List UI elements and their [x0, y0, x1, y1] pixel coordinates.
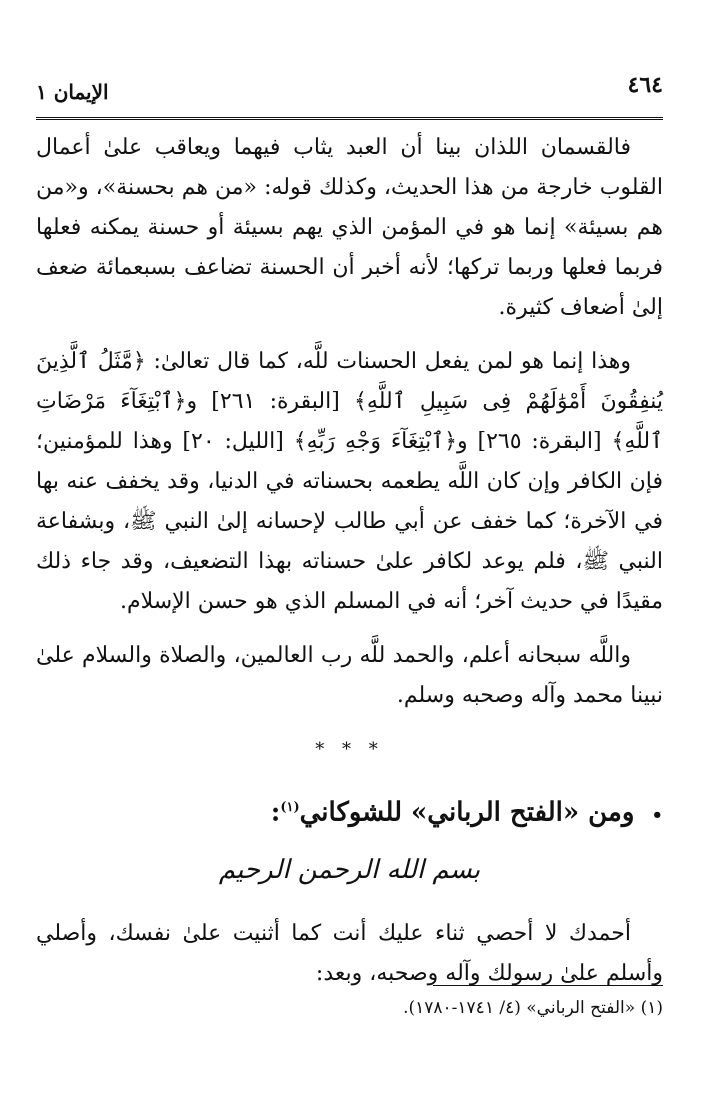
page-body [36, 128, 663, 1008]
book-title: الإيمان ١ [36, 80, 109, 104]
page-header [36, 72, 663, 110]
section-heading: ومن «الفتح الرباني» للشوكاني [299, 797, 635, 828]
bullet-icon: • [651, 804, 663, 826]
page-number: ٤٦٤ [627, 72, 663, 98]
paragraph-1: فالقسمان اللذان بينا أن العبد يثاب فيهما ويعاقب علىٰ أعمال القلوب خارجة من هذا الحديث، وكذلك قوله: «من هم بحسنة»، و«من هم بسيئة» إنما هو في المؤمن الذي يهم بسيئة أو حسنة يمكنه فعلها فربما فعلها وربما تركها؛ لأنه أخبر أن الحسنة تضاعف بسبعمائة ضعف إلىٰ أضعاف كثيرة. [36, 135, 663, 320]
footnote: (١) «الفتح الرباني» (٤/ ١٧٤١-١٧٨٠). [403, 998, 663, 1018]
basmala: بسم الله الرحمن الرحيم [218, 854, 481, 885]
section-heading-end: : [270, 797, 281, 828]
paragraph-3: واللَّه سبحانه أعلم، والحمد للَّه رب العالمين، والصلاة والسلام علىٰ نبينا محمد وآله وصحبه وسلم. [36, 643, 663, 708]
closing-paragraph: أحمدك لا أحصي ثناء عليك أنت كما أثنيت علىٰ نفسك، وأصلي وأسلم علىٰ رسولك وآله وصحبه، وبعد: [36, 920, 663, 986]
footnote-mark: (١) [280, 800, 300, 815]
section-heading-line [36, 788, 663, 836]
separator: * * * [315, 739, 384, 760]
header-rule [36, 117, 663, 123]
footnote-rule [433, 985, 663, 986]
paragraph-2: وهذا إنما هو لمن يفعل الحسنات للَّه، كما قال تعالىٰ: ﴿مَّثَلُ ٱلَّذِينَ يُنفِقُونَ أَمْوَٰلَهُمْ فِى سَبِيلِ ٱللَّهِ﴾ [البقرة: ٢٦١] و﴿ٱبْتِغَآءَ مَرْضَاتِ ٱللَّهِ﴾ [البقرة: ٢٦٥] و﴿ٱبْتِغَآءَ وَجْهِ رَبِّهِ﴾ [الليل: ٢٠] وهذا للمؤمنين؛ فإن الكافر وإن كان اللَّه يطعمه بحسناته في الدنيا، وقد يخفف عنه بها في الآخرة؛ كما خفف عن أبي طالب لإحسانه إلىٰ النبي ﷺ، وبشفاعة النبي ﷺ، فلم يوعد لكافر علىٰ حسناته بهذا التضعيف، وقد جاء ذلك مقيدًا في حديث آخر؛ أنه في المسلم الذي هو حسن الإسلام. [36, 349, 664, 614]
